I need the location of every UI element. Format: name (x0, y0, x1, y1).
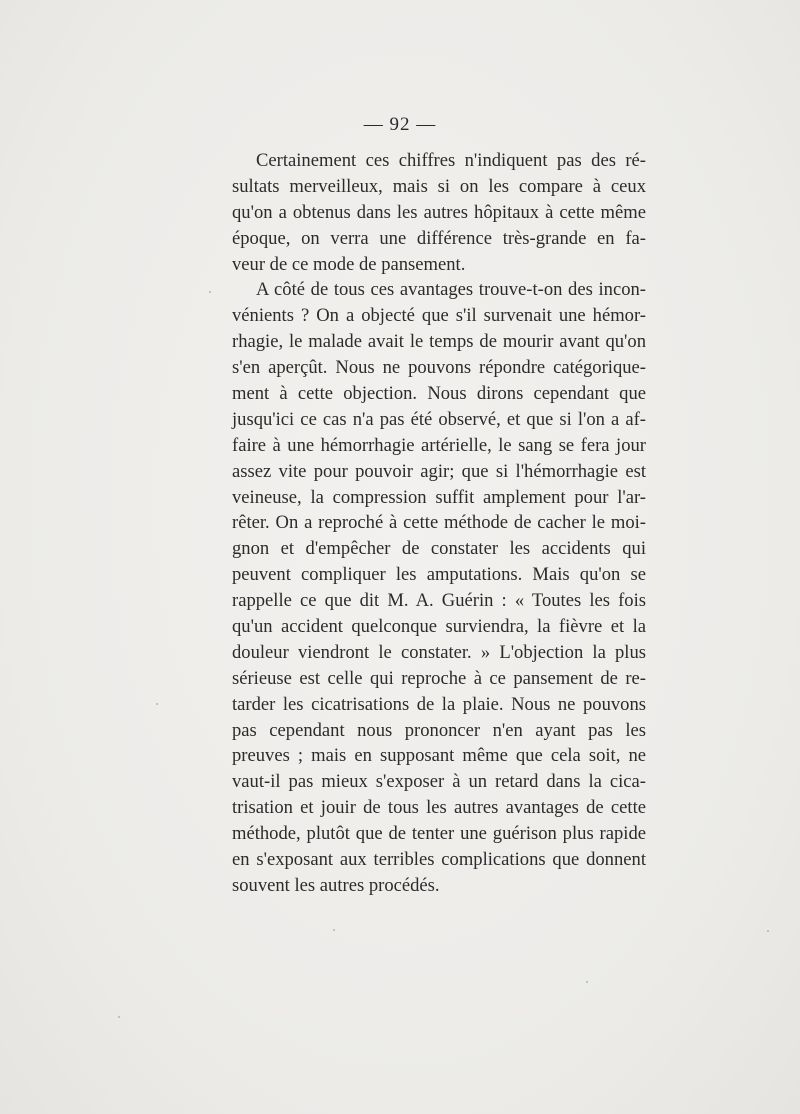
text-line: méthode, plutôt que de tenter une guérison plus rapide (232, 823, 646, 845)
text-line: gnon et d'empêcher de constater les accidents qui (232, 538, 646, 560)
text-line: veineuse, la compression suffit amplement pour l'ar- (232, 486, 646, 508)
text-line: vénients ? On a objecté que s'il survenait une hémor- (232, 305, 646, 327)
text-line: douleur viendront le constater. » L'objection la plus (232, 641, 646, 663)
text-line: souvent les autres procédés. (232, 874, 440, 896)
paper-speck (767, 930, 769, 932)
text-line: faire à une hémorrhagie artérielle, le sang se fera jour (232, 434, 646, 456)
text-line: ment à cette objection. Nous dirons cependant que (232, 383, 646, 405)
paper-speck (118, 1016, 120, 1018)
text-line: sérieuse est celle qui reproche à ce pansement de re- (232, 667, 646, 689)
text-line: pas cependant nous prononcer n'en ayant pas les (232, 719, 646, 741)
page-number: — 92 — (363, 114, 437, 135)
text-line: qu'on a obtenus dans les autres hôpitaux à cette même (232, 201, 646, 223)
text-line: rappelle ce que dit M. A. Guérin : « Toutes les fois (232, 590, 646, 612)
text-line: preuves ; mais en supposant même que cela soit, ne (232, 745, 646, 767)
body-text (232, 148, 646, 899)
text-line: trisation et jouir de tous les autres avantages de cette (232, 797, 646, 819)
text-line: en s'exposant aux terribles complications que donnent (232, 849, 646, 871)
text-line: vaut-il pas mieux s'exposer à un retard dans la cica- (232, 771, 646, 793)
text-line: rêter. On a reproché à cette méthode de cacher le moi- (232, 512, 646, 534)
text-line: Certainement ces chiffres n'indiquent pas des ré- (256, 150, 646, 171)
text-line: sultats merveilleux, mais si on les compare à ceux (232, 175, 646, 197)
paper-speck (156, 703, 158, 705)
text-line: jusqu'ici ce cas n'a pas été observé, et que si l'on a af- (232, 408, 646, 430)
text-line: tarder les cicatrisations de la plaie. Nous ne pouvons (232, 693, 646, 715)
text-line: peuvent compliquer les amputations. Mais qu'on se (232, 564, 646, 586)
paper-speck (333, 929, 335, 931)
text-line: A côté de tous ces avantages trouve-t-on des incon- (256, 279, 646, 301)
text-line: veur de ce mode de pansement. (232, 253, 466, 275)
text-line: rhagie, le malade avait le temps de mourir avant qu'on (232, 331, 646, 353)
text-line: époque, on verra une différence très-grande en fa- (232, 227, 646, 249)
paper-speck (586, 981, 588, 983)
text-line: assez vite pour pouvoir agir; que si l'hémorrhagie est (232, 460, 646, 482)
paper-speck (209, 291, 211, 293)
text-line: s'en aperçût. Nous ne pouvons répondre catégorique- (232, 357, 646, 379)
text-line: qu'un accident quelconque surviendra, la fièvre et la (232, 616, 646, 638)
